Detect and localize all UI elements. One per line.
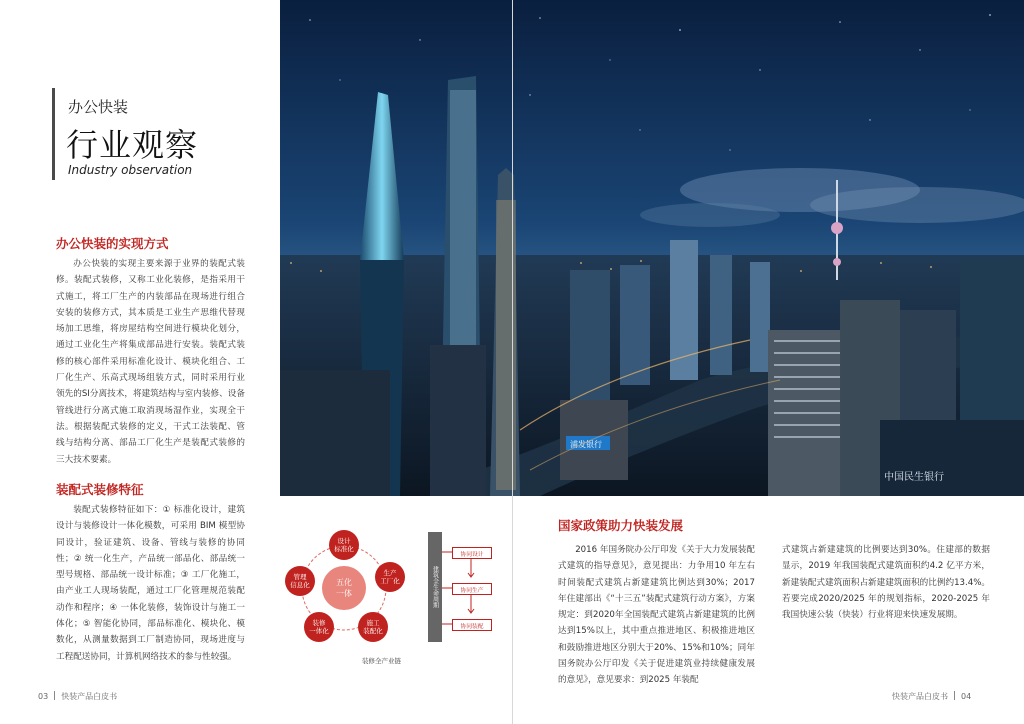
section-heading-features: 装配式装修特征 [56, 482, 144, 497]
banner-sign: 浦发银行 [570, 440, 602, 449]
footer-left [38, 691, 117, 702]
flow-step-production: 协同生产 [452, 583, 492, 595]
section-body-implementation: 办公快装的实现主要来源于业界的装配式装修。装配式装修，又称工业化装修，是指采用干式施工，将工厂生产的内装部品在现场进行组合安装的装修方式，其本质是工业生产思维代替现场加工思维，将房屋结构空间进行模块化划分，通过工业化生产将集成部品进行安装。装配式装修的核心部件采用标准化设计、模块化组合、工厂化生产、乐高式现场组装方式，同时采用行业领先的SI分离技术，将建筑结构与室内装修、设备管线进行分离式施工取消现场湿作业，实现全干法。根据装配式装修的定义，干式工法装配、管线与结构分离、部品工厂化生产是装配式装修的三大技术要素。 [56, 259, 245, 465]
section-body-features: 装配式装修特征如下：① 标准化设计，建筑设计与装修设计一体化模数，可采用 BIM 模型协同设计，验证建筑、设备、管线与装修的协同性；② 统一化生产，产品统一部品化、部品统一型号规格、部品统一设计标准；③ 工厂化施工，由产业工人现场装配，通过工厂化管理规范装配动作和程序；④ 一体化装修，装饰设计与施工一体化；⑤ 智能化协同，部品标准化、模块化、模数化，从测量数据到工厂制造协同，现场进度与工程配送协同，计算机网络技术的参与性较强。 [56, 505, 245, 662]
page-title: 行业观察 [66, 126, 199, 164]
section-body-policy-col1: 2016 年国务院办公厅印发《关于大力发展装配式建筑的指导意见》，意见提出：力争用10 年左右时间装配式建筑占新建建筑比例达到30%；2017 年住建部出《“十三五”装配式建筑行动方案》，方案规定：到2020年全国装配式建筑占新建建筑的比例达到15%以上，其中重点推进地区、积极推进地区和鼓励推进地区分别大于20%、15%和10%；同年国务院办公厅印发《关于促进建筑业持续健康发展的意见》，意见要求：到2025 年装配 [558, 545, 755, 686]
page-fold [512, 0, 513, 724]
page-kicker: 办公快装 [68, 98, 129, 116]
diagram-center: 五化 一体 [322, 566, 366, 610]
footer-title-right: 快装产品白皮书 [892, 692, 948, 701]
diagram-node-construction: 施工 装配化 [358, 612, 388, 642]
flow-step-assembly: 协同装配 [452, 619, 492, 631]
lifecycle-bar: 建筑全生命周期 [428, 532, 442, 642]
diagram-node-design: 设计 标准化 [329, 530, 359, 560]
diagram-node-integration: 装修 一体化 [304, 612, 334, 642]
footer-right [892, 691, 971, 702]
title-accent-bar [52, 88, 55, 180]
flow-step-design: 协同设计 [452, 547, 492, 559]
city-skyline-photo [280, 0, 1024, 496]
bank-sign: 中国民生银行 [884, 472, 944, 483]
five-in-one-diagram [280, 520, 484, 670]
diagram-node-management: 管理 信息化 [285, 566, 315, 596]
section-heading-policy: 国家政策助力快装发展 [558, 518, 684, 533]
diagram-caption: 装修全产业链 [362, 657, 401, 665]
section-body-policy-col2: 式建筑占新建建筑的比例要达到30%。住建部的数据显示，2019 年我国装配式建筑面积约4.2 亿平方米，新建装配式建筑面积占新建建筑面积的比例约13.4%。若要完成2020/2025 年的规划指标，2020-2025 年我国快速公装（快装）行业将迎来快速发展期。 [782, 545, 990, 621]
page-number-left: 03 [38, 692, 49, 701]
diagram-node-production: 生产 工厂化 [375, 562, 405, 592]
page-number-right: 04 [961, 692, 972, 701]
section-heading-implementation: 办公快装的实现方式 [56, 236, 169, 251]
footer-title-left: 快装产品白皮书 [61, 692, 118, 701]
page-subtitle-en: Industry observation [68, 163, 193, 177]
